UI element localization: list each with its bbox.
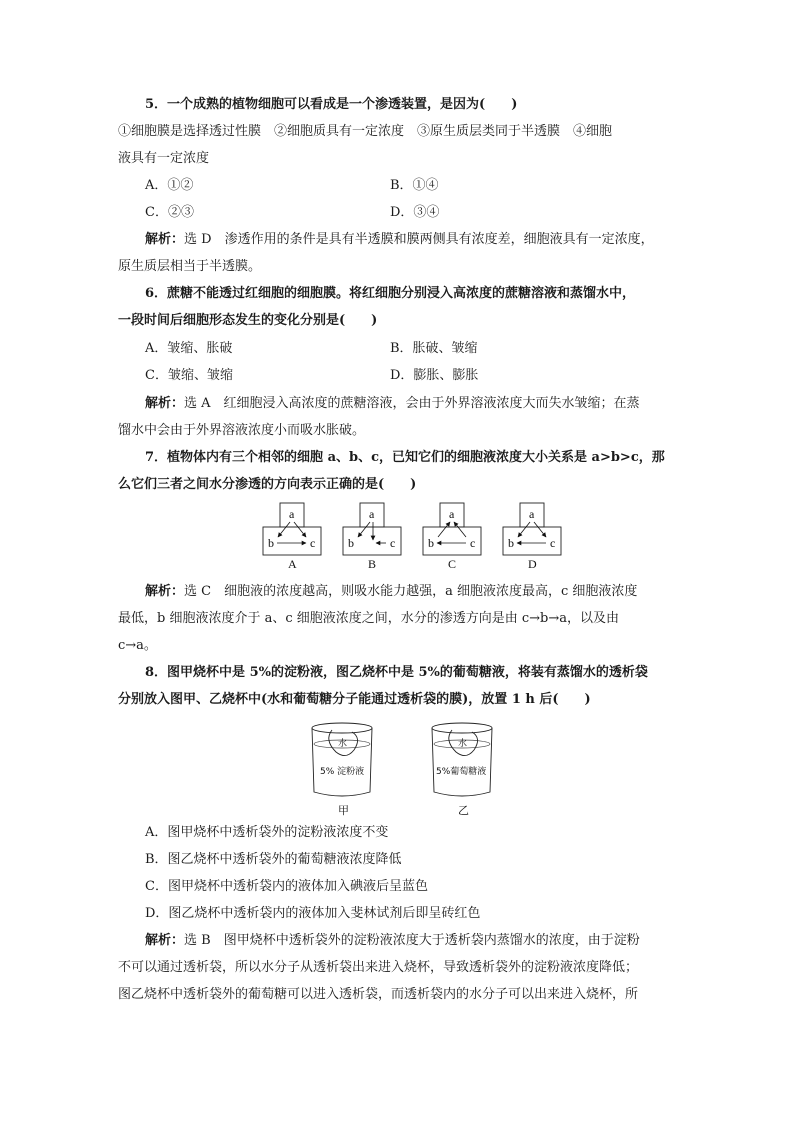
q5-analysis-text: 选 D 渗透作用的条件是具有半透膜和膜两侧具有浓度差，细胞液具有一定浓度， (184, 232, 654, 247)
starch-solution-label: 5% 淀粉液 (320, 767, 365, 777)
glucose-solution-label: 5%葡萄糖液 (436, 767, 487, 777)
diagram-a-caption: A (288, 557, 297, 571)
beaker-jia-caption: 甲 (338, 804, 349, 817)
q6-option-a: A．皱缩、胀破 (145, 341, 233, 356)
q5-option-c: C．②③ (145, 205, 194, 220)
q7-diagram-d (503, 503, 561, 571)
cell-c-label: c (470, 536, 476, 550)
q8-option-a: A．图甲烧杯中透析袋外的淀粉液浓度不变 (145, 825, 389, 840)
q6-stem-line1: 6．蔗糖不能透过红细胞的细胞膜。将红细胞分别浸入高浓度的蔗糖溶液和蒸馏水中， (145, 286, 636, 301)
q8-stem-line1: 8．图甲烧杯中是 5%的淀粉液，图乙烧杯中是 5%的葡萄糖液，将装有蒸馏水的透析袋 (145, 665, 648, 680)
q6-analysis-line2: 馏水中会由于外界溶液浓度小而吸水胀破。 (118, 423, 366, 438)
q8-stem-line2: 分别放入图甲、乙烧杯中(水和葡萄糖分子能通过透析袋的膜)，放置 1 h 后( ) (118, 692, 591, 707)
q5-statements-line1: ①细胞膜是选择透过性膜 ②细胞质具有一定浓度 ③原生质层类同于半透膜 ④细胞 (118, 124, 613, 139)
cell-b-label: b (428, 536, 434, 550)
cell-b-label: b (348, 536, 354, 550)
q7-analysis-line1 (145, 583, 637, 601)
q8-analysis-label: 解析： (145, 933, 185, 948)
q8-analysis-line1 (145, 932, 640, 950)
q6-option-b: B．胀破、皱缩 (390, 341, 478, 356)
q6-option-d: D．膨胀、膨胀 (390, 368, 479, 383)
q5-option-d: D．③④ (390, 205, 440, 220)
q8-option-c: C．图甲烧杯中透析袋内的液体加入碘液后呈蓝色 (145, 879, 428, 894)
q7-diagram-c (423, 503, 481, 571)
q5-statements-line2: 液具有一定浓度 (118, 151, 210, 166)
q8-analysis-text: 选 B 图甲烧杯中透析袋外的淀粉液浓度大于透析袋内蒸馏水的浓度，由于淀粉 (184, 933, 640, 948)
beaker-jia (312, 723, 372, 817)
q7-analysis-text: 选 C 细胞液的浓度越高，则吸水能力越强，a 细胞液浓度最高，c 细胞液浓度 (184, 584, 638, 599)
q5-analysis-label: 解析： (145, 232, 185, 247)
q5-option-a: A．①② (145, 178, 194, 193)
q6-stem-line2: 一段时间后细胞形态发生的变化分别是( ) (118, 313, 378, 328)
cell-a-label: a (529, 507, 535, 521)
diagram-c-caption: C (448, 557, 457, 571)
q7-stem-line1: 7．植物体内有三个相邻的细胞 a、b、c，已知它们的细胞液浓度大小关系是 a>b>c，那 (145, 450, 665, 465)
q7-analysis-line2: 最低，b 细胞液浓度介于 a、c 细胞液浓度之间，水分的渗透方向是由 c→b→a，以及由 (118, 611, 620, 626)
q6-analysis-text: 选 A 红细胞浸入高浓度的蔗糖溶液，会由于外界溶液浓度大而失水皱缩；在蒸 (184, 396, 640, 411)
cell-a-label: a (449, 507, 455, 521)
q6-analysis-line1 (145, 395, 640, 413)
q8-option-d: D．图乙烧杯中透析袋内的液体加入斐林试剂后即呈砖红色 (145, 906, 481, 921)
q6-option-c: C．皱缩、皱缩 (145, 368, 233, 383)
q8-option-b: B．图乙烧杯中透析袋外的葡萄糖液浓度降低 (145, 852, 402, 867)
beaker-yi (432, 723, 492, 817)
q8-analysis-line2: 不可以通过透析袋，所以水分子从透析袋出来进入烧杯，导致透析袋外的淀粉液浓度降低； (118, 960, 639, 975)
diagram-d-caption: D (528, 557, 537, 571)
q7-diagram-b (343, 503, 401, 571)
bag-water-label: 水 (458, 739, 468, 749)
beaker-yi-caption: 乙 (458, 804, 469, 817)
q8-analysis-line3: 图乙烧杯中透析袋外的葡萄糖可以进入透析袋，而透析袋内的水分子可以出来进入烧杯，所 (118, 987, 639, 1002)
q7-diagrams (255, 500, 575, 572)
q5-option-b: B．①④ (390, 178, 439, 193)
q5-analysis-line1 (145, 231, 654, 249)
q7-stem-line2: 么它们三者之间水分渗透的方向表示正确的是( ) (118, 477, 417, 492)
q7-analysis-line3: c→a。 (118, 638, 157, 653)
q7-diagram-a (263, 503, 321, 571)
q5-stem: 5．一个成熟的植物细胞可以看成是一个渗透装置，是因为( ) (145, 97, 518, 112)
cell-a-label: a (369, 507, 375, 521)
diagram-b-caption: B (368, 557, 377, 571)
cell-c-label: c (390, 536, 396, 550)
cell-b-label: b (268, 536, 274, 550)
q6-analysis-label: 解析： (145, 396, 185, 411)
q8-beakers (300, 718, 520, 818)
q7-analysis-label: 解析： (145, 584, 185, 599)
bag-water-label: 水 (338, 739, 348, 749)
cell-c-label: c (550, 536, 556, 550)
cell-b-label: b (508, 536, 514, 550)
cell-a-label: a (289, 507, 295, 521)
q5-analysis-line2: 原生质层相当于半透膜。 (118, 259, 262, 274)
cell-c-label: c (310, 536, 316, 550)
